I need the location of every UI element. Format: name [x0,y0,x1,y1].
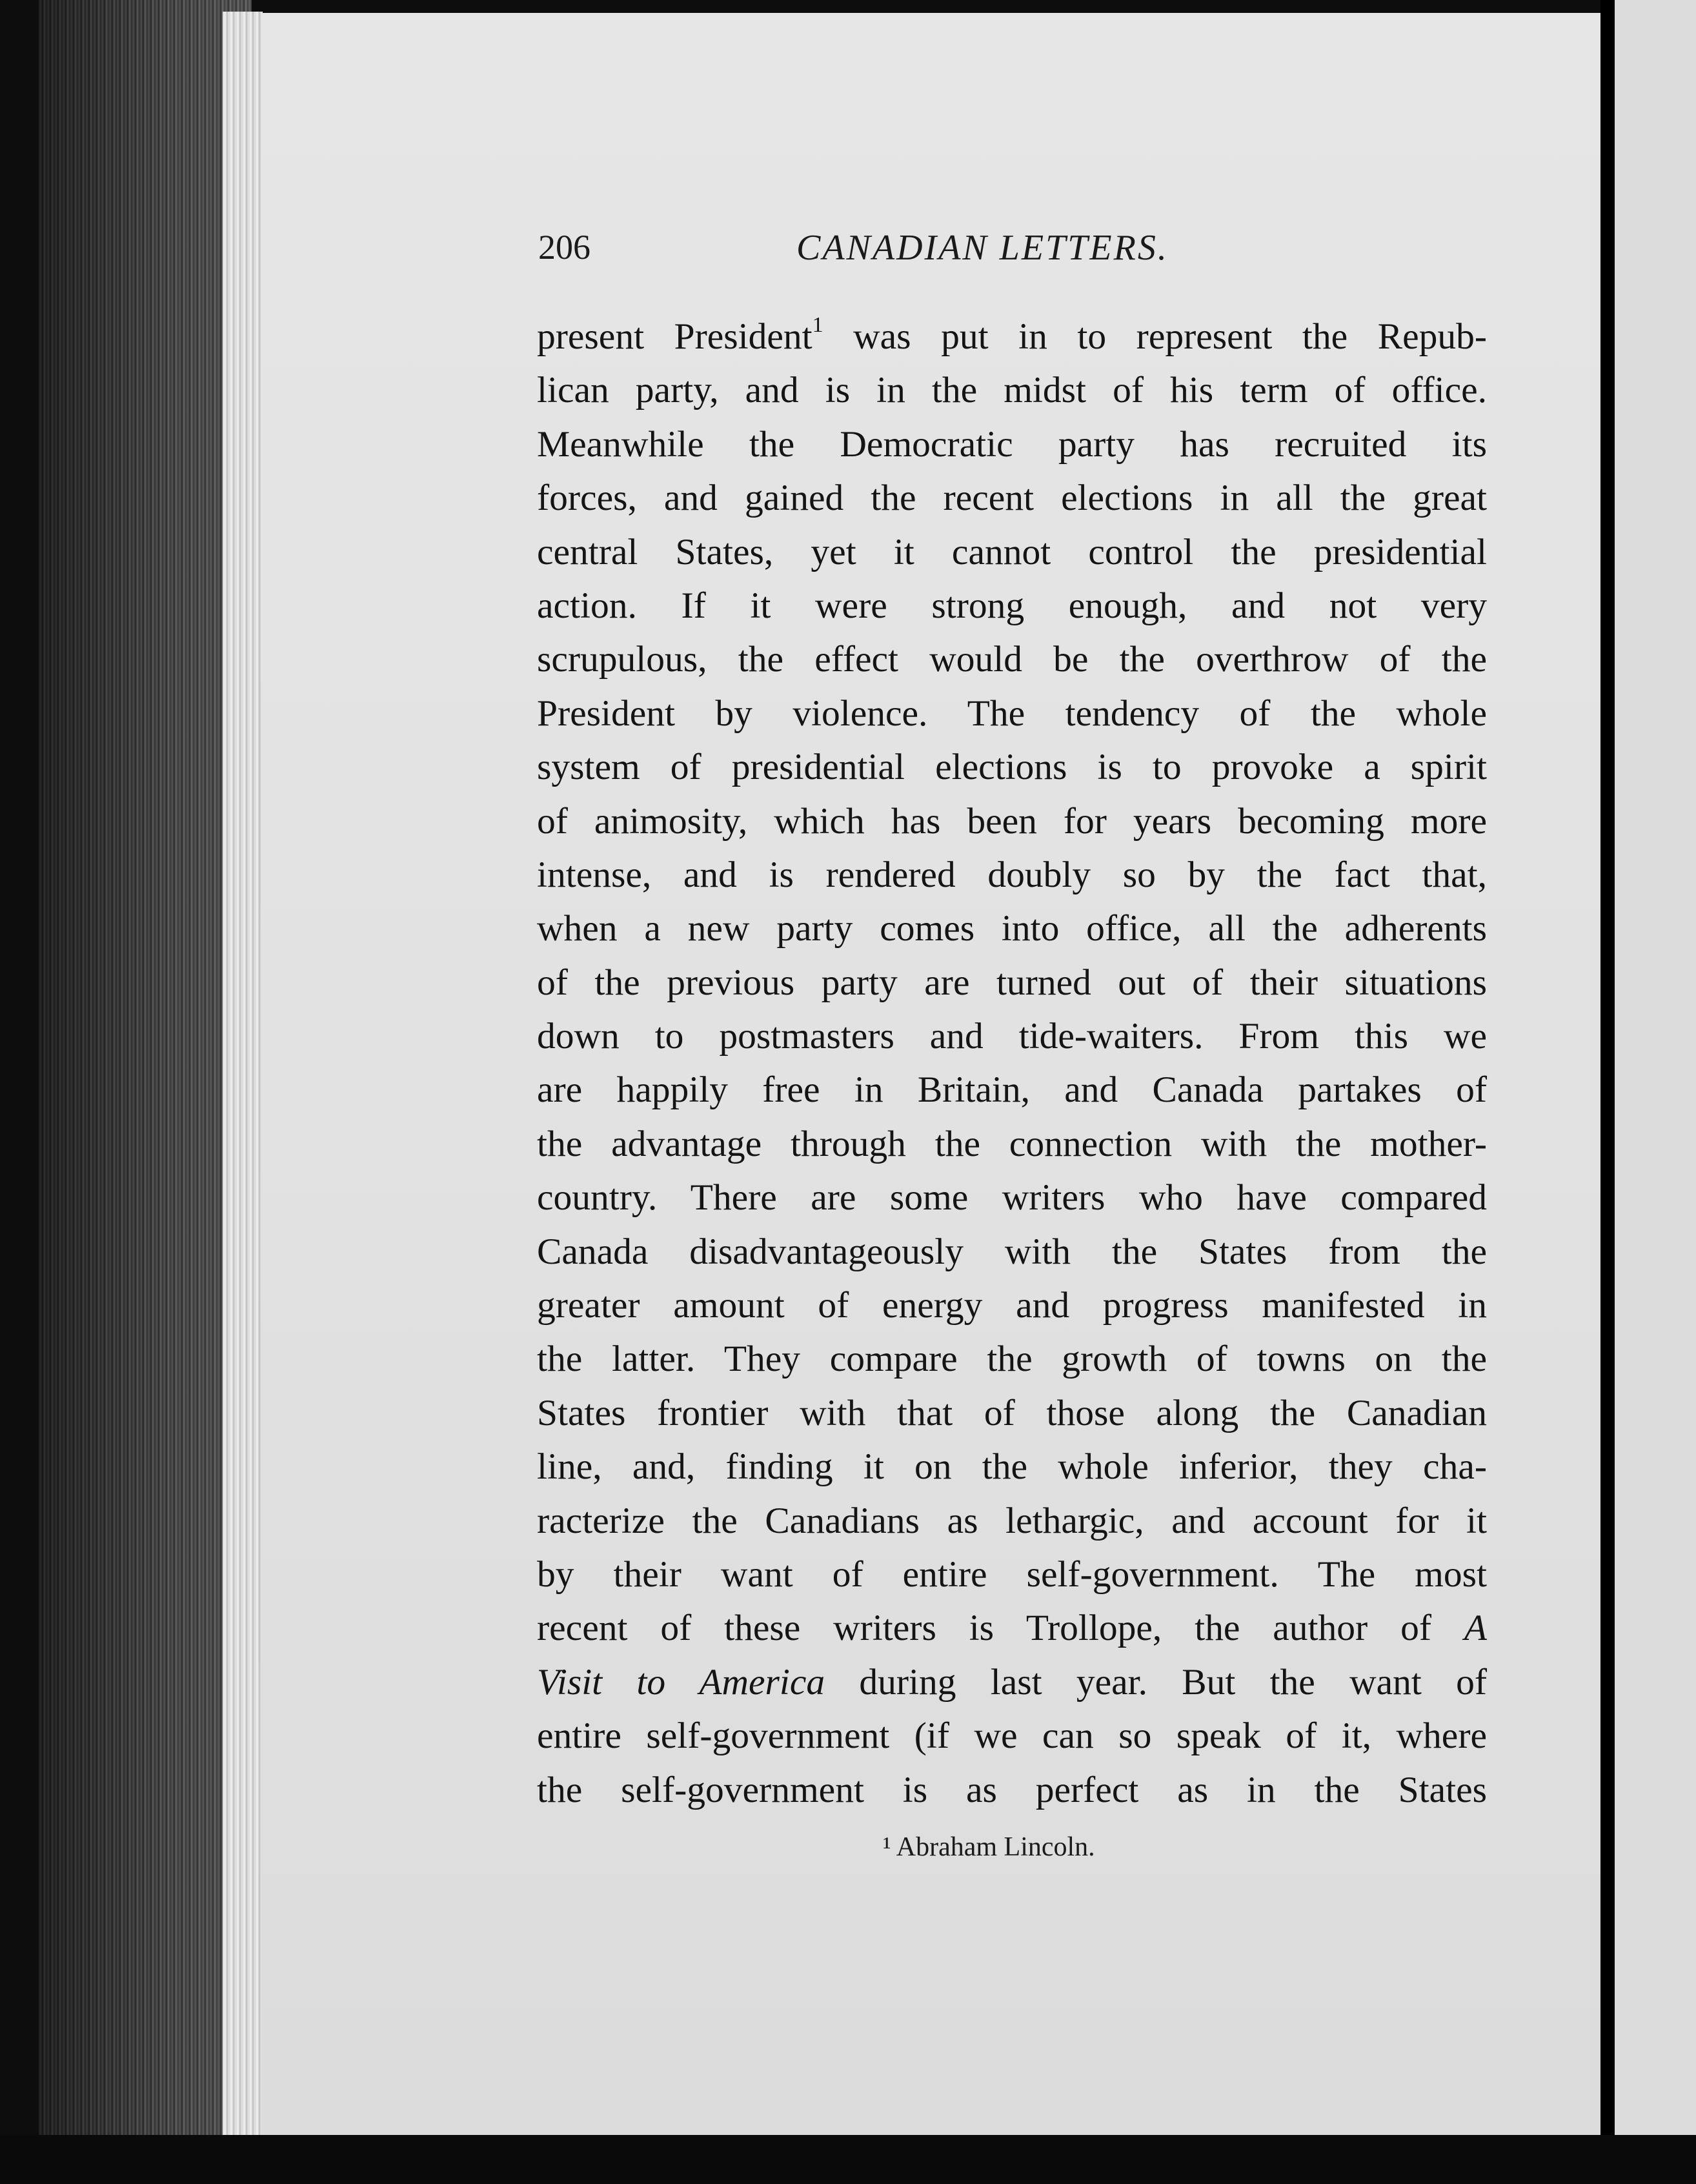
text-line: Meanwhile the Democratic party has recruited its [537,423,1487,465]
text-line: lican party, and is in the midst of his term of office. [537,370,1487,411]
text-line: the self-government is as perfect as in the States [537,1769,1487,1810]
text-line: central States, yet it cannot control the presidential [537,531,1487,572]
text-line: the advantage through the connection with the mother- [537,1123,1487,1164]
text-line [537,310,1487,363]
facing-page-edge [1615,0,1696,2184]
text-line: of animosity, which has been for years becoming more [537,800,1487,842]
text-line: forces, and gained the recent elections in all the great [537,478,1487,519]
text-line: are happily free in Britain, and Canada partakes of [537,1069,1487,1111]
running-head [538,227,1267,279]
text-line: entire self-government (if we can so speak of it, where [537,1715,1487,1757]
text-line: of the previous party are turned out of their situations [537,962,1487,1003]
text-line: Canada disadvantageously with the States from the [537,1231,1487,1272]
text-line-1-start: present President [537,316,813,357]
scan-bottom-border [0,2135,1696,2184]
italic-title-end: Visit to America [537,1661,825,1703]
text-line: when a new party comes into office, all the adherents [537,908,1487,949]
text-line: President by violence. The tendency of the whole [537,693,1487,734]
text-line: scrupulous, the effect would be the overthrow of the [537,639,1487,680]
text-line-25-start: recent of these writers is Trollope, the author of [537,1608,1464,1649]
text-line: down to postmasters and tide-waiters. From this we [537,1016,1487,1057]
text-line: action. If it were strong enough, and not very [537,585,1487,626]
running-head-title: CANADIAN LETTERS. [796,228,1169,268]
text-line: system of presidential elections is to provoke a spirit [537,747,1487,788]
text-line [537,1601,1487,1655]
footnote-marker: 1 [812,313,823,337]
italic-title-start: A [1464,1608,1487,1649]
book-gutter [1600,0,1615,2184]
text-line: line, and, finding it on the whole inferior, they cha- [537,1446,1487,1488]
text-line [537,1655,1487,1709]
text-line: the latter. They compare the growth of towns on the [537,1339,1487,1380]
text-line: racterize the Canadians as lethargic, and account for it [537,1500,1487,1541]
text-line: greater amount of energy and progress manifested in [537,1285,1487,1326]
fore-edge-shadow [39,0,252,2184]
text-line-26-end: during last year. But the want of [825,1661,1487,1703]
text-line: intense, and is rendered doubly so by the fact that, [537,854,1487,895]
page-number: 206 [538,228,591,267]
text-line-1-end: was put in to represent the Repub- [823,316,1487,357]
body-text [537,310,1487,1817]
text-line: by their want of entire self-government. The most [537,1553,1487,1595]
text-line: country. There are some writers who have compared [537,1177,1487,1218]
footnote: ¹ Abraham Lincoln. [883,1832,1095,1862]
page-stack-edges [223,12,263,2135]
text-line: States frontier with that of those along the Canadian [537,1392,1487,1433]
